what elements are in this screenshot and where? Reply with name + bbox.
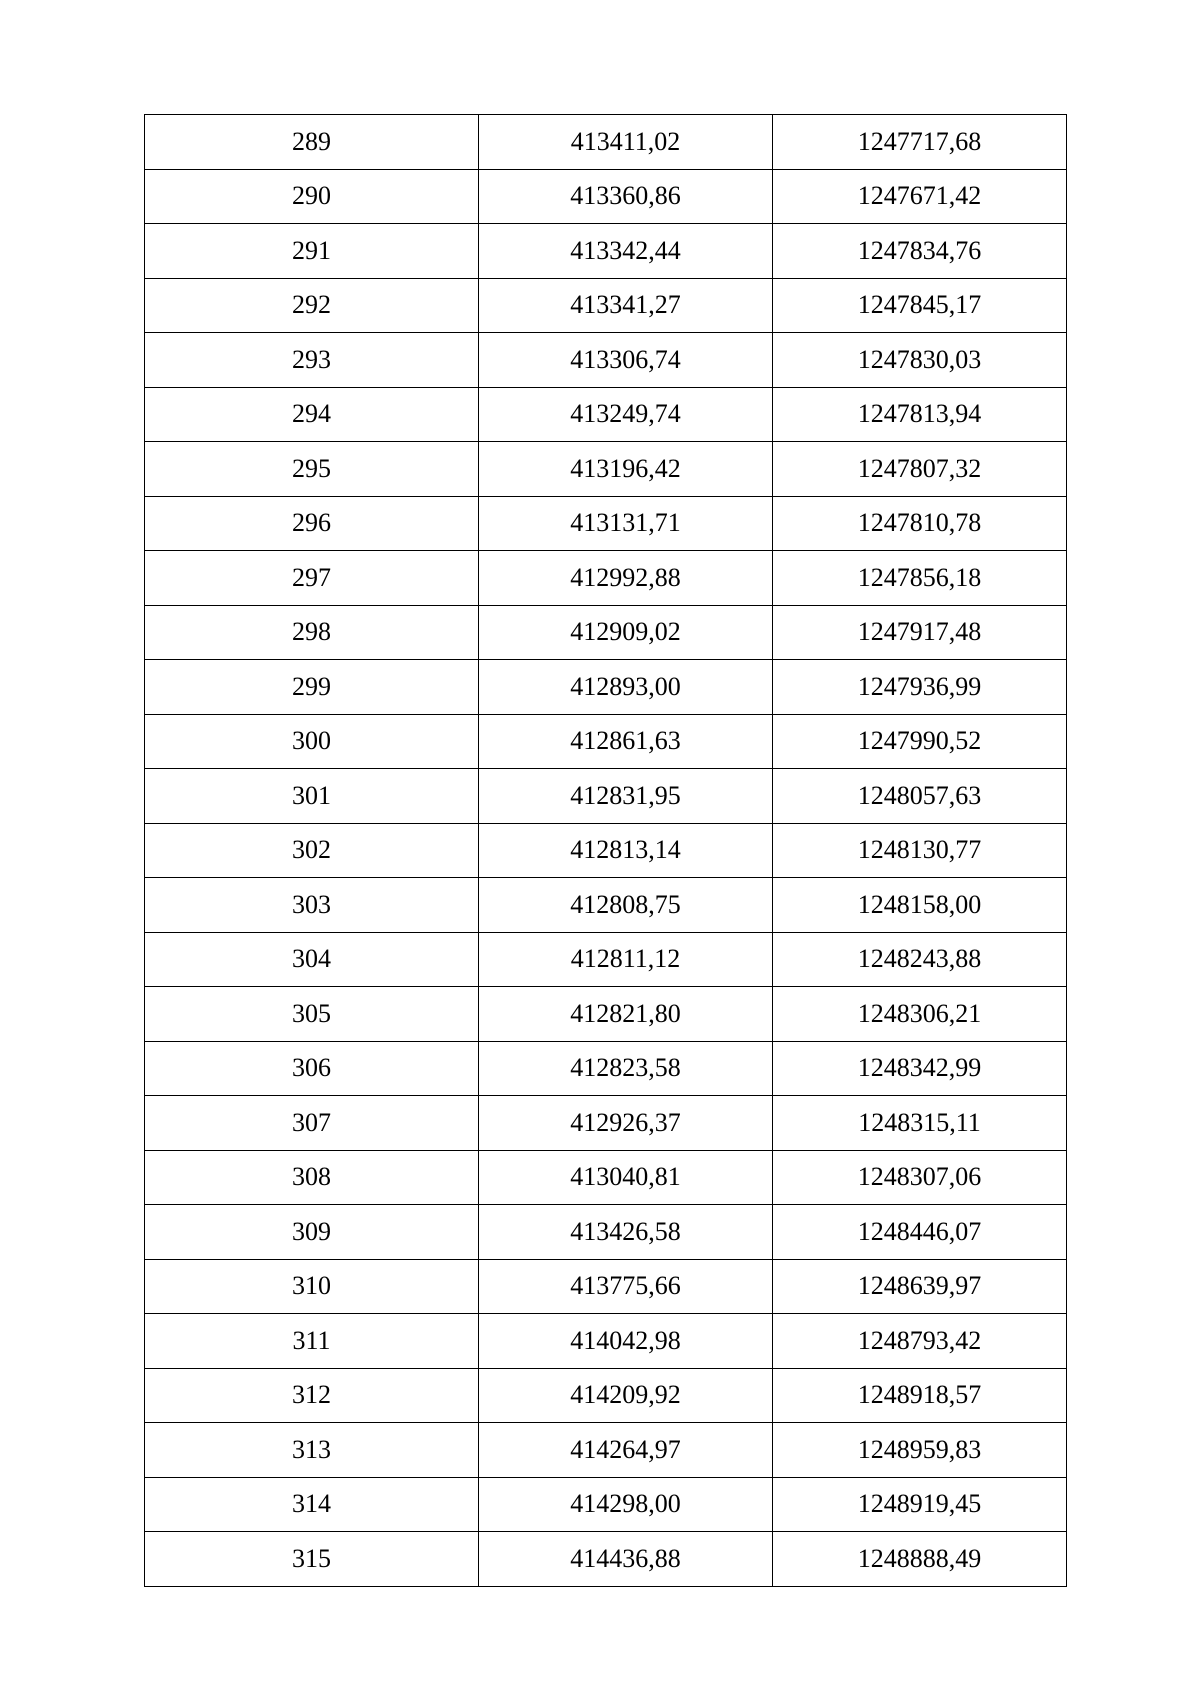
table-row — [145, 660, 1067, 715]
table-row — [145, 278, 1067, 333]
y-coordinate-cell: 1248918,57 — [773, 1368, 1067, 1423]
x-coordinate-cell: 412823,58 — [479, 1041, 773, 1096]
point-number-cell: 302 — [145, 823, 479, 878]
y-coordinate-cell: 1247917,48 — [773, 605, 1067, 660]
x-coordinate-cell: 413426,58 — [479, 1205, 773, 1260]
point-number-cell: 307 — [145, 1096, 479, 1151]
x-coordinate-cell: 414298,00 — [479, 1477, 773, 1532]
point-number-cell: 293 — [145, 333, 479, 388]
y-coordinate-cell: 1247936,99 — [773, 660, 1067, 715]
x-coordinate-cell: 413360,86 — [479, 169, 773, 224]
table-row — [145, 932, 1067, 987]
point-number-cell: 303 — [145, 878, 479, 933]
x-coordinate-cell: 412821,80 — [479, 987, 773, 1042]
y-coordinate-cell: 1248888,49 — [773, 1532, 1067, 1587]
x-coordinate-cell: 412813,14 — [479, 823, 773, 878]
table-row — [145, 714, 1067, 769]
y-coordinate-cell: 1247990,52 — [773, 714, 1067, 769]
coordinates-table-body — [145, 115, 1067, 1587]
point-number-cell: 313 — [145, 1423, 479, 1478]
table-row — [145, 496, 1067, 551]
table-row — [145, 115, 1067, 170]
x-coordinate-cell: 413196,42 — [479, 442, 773, 497]
y-coordinate-cell: 1248057,63 — [773, 769, 1067, 824]
y-coordinate-cell: 1248315,11 — [773, 1096, 1067, 1151]
table-row — [145, 823, 1067, 878]
x-coordinate-cell: 413411,02 — [479, 115, 773, 170]
point-number-cell: 310 — [145, 1259, 479, 1314]
table-row — [145, 1368, 1067, 1423]
x-coordinate-cell: 414042,98 — [479, 1314, 773, 1369]
y-coordinate-cell: 1248793,42 — [773, 1314, 1067, 1369]
point-number-cell: 290 — [145, 169, 479, 224]
x-coordinate-cell: 414264,97 — [479, 1423, 773, 1478]
y-coordinate-cell: 1248919,45 — [773, 1477, 1067, 1532]
point-number-cell: 300 — [145, 714, 479, 769]
y-coordinate-cell: 1247671,42 — [773, 169, 1067, 224]
x-coordinate-cell: 412926,37 — [479, 1096, 773, 1151]
table-row — [145, 769, 1067, 824]
point-number-cell: 308 — [145, 1150, 479, 1205]
table-row — [145, 1096, 1067, 1151]
table-row — [145, 169, 1067, 224]
x-coordinate-cell: 413306,74 — [479, 333, 773, 388]
table-row — [145, 551, 1067, 606]
point-number-cell: 304 — [145, 932, 479, 987]
y-coordinate-cell: 1247807,32 — [773, 442, 1067, 497]
table-row — [145, 1477, 1067, 1532]
x-coordinate-cell: 413249,74 — [479, 387, 773, 442]
y-coordinate-cell: 1248158,00 — [773, 878, 1067, 933]
table-row — [145, 333, 1067, 388]
coordinates-table — [144, 114, 1067, 1587]
y-coordinate-cell: 1248639,97 — [773, 1259, 1067, 1314]
table-row — [145, 878, 1067, 933]
x-coordinate-cell: 412831,95 — [479, 769, 773, 824]
x-coordinate-cell: 412909,02 — [479, 605, 773, 660]
table-row — [145, 442, 1067, 497]
point-number-cell: 298 — [145, 605, 479, 660]
x-coordinate-cell: 413342,44 — [479, 224, 773, 279]
y-coordinate-cell: 1248342,99 — [773, 1041, 1067, 1096]
point-number-cell: 309 — [145, 1205, 479, 1260]
y-coordinate-cell: 1248446,07 — [773, 1205, 1067, 1260]
table-row — [145, 1205, 1067, 1260]
y-coordinate-cell: 1248307,06 — [773, 1150, 1067, 1205]
x-coordinate-cell: 413040,81 — [479, 1150, 773, 1205]
table-row — [145, 1150, 1067, 1205]
point-number-cell: 315 — [145, 1532, 479, 1587]
point-number-cell: 299 — [145, 660, 479, 715]
x-coordinate-cell: 414209,92 — [479, 1368, 773, 1423]
x-coordinate-cell: 412992,88 — [479, 551, 773, 606]
table-row — [145, 1259, 1067, 1314]
y-coordinate-cell: 1247717,68 — [773, 115, 1067, 170]
point-number-cell: 297 — [145, 551, 479, 606]
x-coordinate-cell: 413341,27 — [479, 278, 773, 333]
x-coordinate-cell: 413131,71 — [479, 496, 773, 551]
point-number-cell: 311 — [145, 1314, 479, 1369]
table-row — [145, 1423, 1067, 1478]
point-number-cell: 295 — [145, 442, 479, 497]
y-coordinate-cell: 1248130,77 — [773, 823, 1067, 878]
point-number-cell: 291 — [145, 224, 479, 279]
x-coordinate-cell: 412861,63 — [479, 714, 773, 769]
point-number-cell: 306 — [145, 1041, 479, 1096]
x-coordinate-cell: 413775,66 — [479, 1259, 773, 1314]
x-coordinate-cell: 412811,12 — [479, 932, 773, 987]
table-row — [145, 387, 1067, 442]
table-row — [145, 1532, 1067, 1587]
y-coordinate-cell: 1247830,03 — [773, 333, 1067, 388]
point-number-cell: 314 — [145, 1477, 479, 1532]
point-number-cell: 289 — [145, 115, 479, 170]
x-coordinate-cell: 412893,00 — [479, 660, 773, 715]
point-number-cell: 301 — [145, 769, 479, 824]
point-number-cell: 296 — [145, 496, 479, 551]
table-row — [145, 987, 1067, 1042]
y-coordinate-cell: 1247810,78 — [773, 496, 1067, 551]
y-coordinate-cell: 1247834,76 — [773, 224, 1067, 279]
table-row — [145, 1314, 1067, 1369]
table-row — [145, 224, 1067, 279]
table-row — [145, 605, 1067, 660]
point-number-cell: 305 — [145, 987, 479, 1042]
y-coordinate-cell: 1248959,83 — [773, 1423, 1067, 1478]
point-number-cell: 294 — [145, 387, 479, 442]
point-number-cell: 312 — [145, 1368, 479, 1423]
x-coordinate-cell: 412808,75 — [479, 878, 773, 933]
y-coordinate-cell: 1247845,17 — [773, 278, 1067, 333]
y-coordinate-cell: 1248243,88 — [773, 932, 1067, 987]
table-row — [145, 1041, 1067, 1096]
y-coordinate-cell: 1248306,21 — [773, 987, 1067, 1042]
y-coordinate-cell: 1247813,94 — [773, 387, 1067, 442]
point-number-cell: 292 — [145, 278, 479, 333]
x-coordinate-cell: 414436,88 — [479, 1532, 773, 1587]
y-coordinate-cell: 1247856,18 — [773, 551, 1067, 606]
